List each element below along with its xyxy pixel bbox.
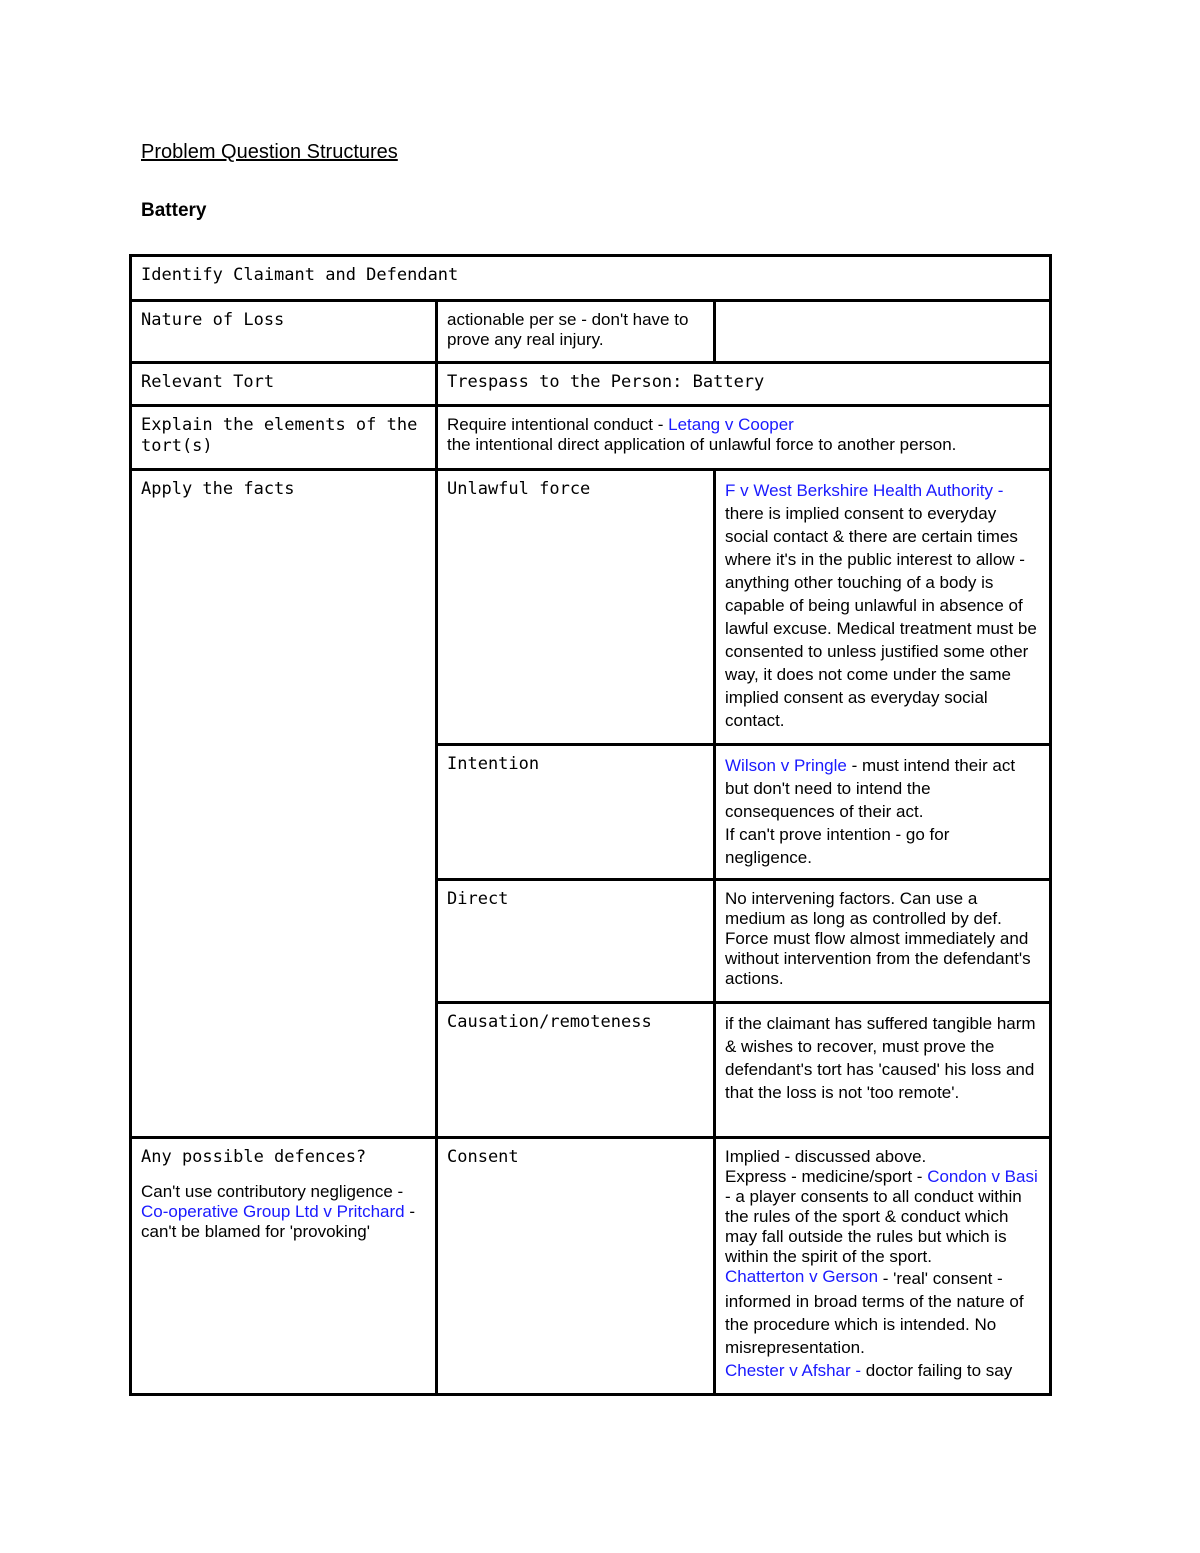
cell-text: - a player consents to all conduct within the rules of the sport & conduct which may fall outside the rules but which is within the spirit of the sport. (725, 1187, 1022, 1266)
row-label-apply (131, 470, 437, 1138)
cell-text: If can't prove intention - go for negligence. (725, 825, 950, 867)
row-label-defences (131, 1138, 437, 1395)
element-name (437, 1003, 715, 1138)
cell-text: Relevant Tort (141, 372, 275, 392)
page-title: Problem Question Structures (141, 141, 398, 163)
case-citation: Chatterton v Gerson (725, 1267, 879, 1286)
structure-table (129, 254, 1052, 1396)
defences-label: Any possible defences? (141, 1147, 367, 1167)
cell-text: Apply the facts (141, 479, 295, 499)
row-label-identify (131, 256, 1051, 301)
cell-text: Explain the elements of the tort(s) (141, 415, 418, 456)
table-row (131, 256, 1051, 301)
cell-text: Implied - discussed above. (725, 1147, 927, 1166)
cell-text: Direct (447, 889, 509, 909)
cell-text: Express - medicine/sport - (725, 1167, 928, 1186)
case-citation: Wilson v Pringle (725, 756, 847, 775)
element-name (437, 745, 715, 880)
element-name (437, 470, 715, 745)
defence-name (437, 1138, 715, 1395)
consent-implied (725, 1147, 1041, 1287)
consent-real (725, 1267, 1041, 1382)
row-label-nature (131, 301, 437, 363)
explain-detail (437, 406, 1051, 470)
table-row (131, 301, 1051, 363)
cell-text: Identify Claimant and Defendant (141, 265, 459, 285)
cell-text: actionable per se - don't have to prove any real injury. (447, 310, 689, 349)
case-citation: Letang v Cooper (668, 415, 794, 434)
defence-detail (715, 1138, 1051, 1395)
defences-note (141, 1182, 427, 1242)
table-row (131, 363, 1051, 406)
cell-text: doctor failing to say (861, 1361, 1013, 1380)
cell-text: Causation/remoteness (447, 1012, 652, 1032)
row-label-explain (131, 406, 437, 470)
cell-text: there is implied consent to everyday social contact & there are certain times where it's in the public interest to allow - anything other touching of a body is capable of being unlawful in absence of lawful excuse. Medical treatment must be consented to unless justified some other way, it does not come under the same implied consent as everyday social contact. (725, 504, 1037, 730)
cell-text: - must intend their act but don't need to intend the consequences of their act. (725, 756, 1016, 821)
cell-text: Can't use contributory negligence - (141, 1182, 404, 1201)
cell-text: Trespass to the Person: Battery (447, 372, 765, 392)
case-citation: Co-operative Group Ltd v Pritchard (141, 1202, 405, 1221)
row-label-relevant-tort (131, 363, 437, 406)
cell-text: the intentional direct application of unlawful force to another person. (447, 435, 957, 454)
element-name (437, 880, 715, 1003)
element-detail (715, 880, 1051, 1003)
element-detail (715, 1003, 1051, 1138)
cell-text: Unlawful force (447, 479, 591, 499)
case-citation: F v West Berkshire Health Authority - (725, 481, 1004, 500)
cell-text: Nature of Loss (141, 310, 285, 330)
case-citation: Chester v Afshar - (725, 1361, 862, 1380)
element-detail (715, 470, 1051, 745)
cell-text: Consent (447, 1147, 519, 1167)
cell-text: if the claimant has suffered tangible harm & wishes to recover, must prove the defendant's tort has 'caused' his loss and that the loss is not 'too remote'. (725, 1014, 1036, 1102)
empty-cell (715, 301, 1051, 363)
cell-text: Intention (447, 754, 540, 774)
case-citation: Condon v Basi (927, 1167, 1038, 1186)
table-row (131, 1138, 1051, 1395)
cell-text: Require intentional conduct - (447, 415, 669, 434)
relevant-tort-detail (437, 363, 1051, 406)
nature-detail (437, 301, 715, 363)
table-row (131, 470, 1051, 745)
section-heading: Battery (141, 200, 207, 221)
table-row (131, 406, 1051, 470)
cell-text: - 'real' consent - informed in broad terms of the nature of the procedure which is intended. No misrepresentation. (725, 1269, 1024, 1357)
element-detail (715, 745, 1051, 880)
cell-text: - can't be blamed for 'provoking' (141, 1202, 416, 1241)
cell-text: No intervening factors. Can use a medium as long as controlled by def. Force must flow almost immediately and without intervention from the defendant's actions. (725, 889, 1031, 988)
